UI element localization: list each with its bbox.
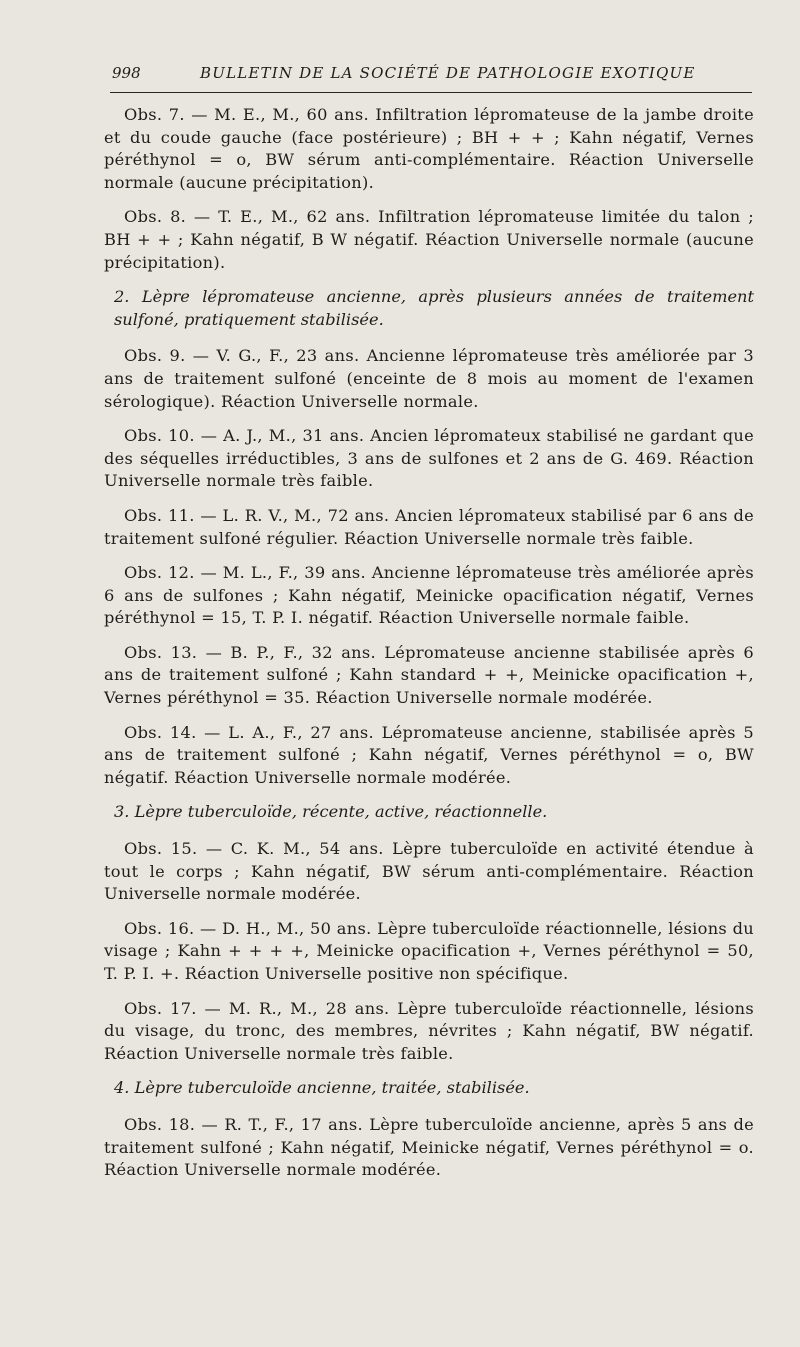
observation-12: Obs. 12. — M. L., F., 39 ans. Ancienne lépromateuse très améliorée après 6 ans de sulfones ; Kahn négatif, Meinicke opacification négatif, Vernes péréthynol = 15, T. P. I. négatif. Réaction Universelle normale faible. — [104, 563, 754, 628]
observation-13: Obs. 13. — B. P., F., 32 ans. Lépromateuse ancienne stabilisée après 6 ans de traitement sulfoné ; Kahn standard + +, Meinicke opacification +, Vernes péréthynol = 35. Réaction Universelle normale modérée. — [104, 642, 754, 708]
section-heading-3: 3. Lèpre tuberculoïde, récente, active, réactionnelle. — [114, 802, 548, 822]
section-heading-2: 2. Lèpre lépromateuse ancienne, après plusieurs années de traitement sulfoné, pratiquement stabilisée. — [114, 287, 754, 329]
observation-11: Obs. 11. — L. R. V., M., 72 ans. Ancien lépromateux stabilisé par 6 ans de traitement sulfoné régulier. Réaction Universelle normale très faible. — [104, 505, 754, 548]
observation-14: Obs. 14. — L. A., F., 27 ans. Lépromateuse ancienne, stabilisée après 5 ans de traitement sulfoné ; Kahn négatif, Vernes péréthynol = o, BW négatif. Réaction Universelle normale modérée. — [104, 722, 754, 787]
running-title: BULLETIN DE LA SOCIÉTÉ DE PATHOLOGIE EXOTIQUE — [200, 64, 696, 82]
observation-15: Obs. 15. — C. K. M., 54 ans. Lèpre tuberculoïde en activité étendue à tout le corps ; Kahn négatif, BW sérum anti-complémentaire. Réaction Universelle normale modérée. — [104, 839, 754, 904]
page-number: 998 — [112, 64, 141, 82]
observation-8: Obs. 8. — T. E., M., 62 ans. Infiltration lépromateuse limitée du talon ; BH + + ; Kahn négatif, B W négatif. Réaction Universelle normale (aucune précipitation). — [104, 207, 754, 272]
page-header — [112, 62, 752, 90]
observation-16: Obs. 16. — D. H., M., 50 ans. Lèpre tuberculoïde réactionnelle, lésions du visage ; Kahn + + + +, Meinicke opacification +, Vernes péréthynol = 50, T. P. I. +. Réaction Universelle positive non spécifique. — [104, 918, 754, 983]
section-heading-4: 4. Lèpre tuberculoïde ancienne, traitée, stabilisée. — [114, 1078, 530, 1098]
header-rule — [110, 92, 752, 93]
observation-10: Obs. 10. — A. J., M., 31 ans. Ancien lépromateux stabilisé ne gardant que des séquelles irréductibles, 3 ans de sulfones et 2 ans de G. 469. Réaction Universelle normale très faible. — [104, 426, 754, 491]
observation-7: Obs. 7. — M. E., M., 60 ans. Infiltration lépromateuse de la jambe droite et du coude gauche (face postérieure) ; BH + + ; Kahn négatif, Vernes péréthynol = o, BW sérum anti-complémentaire. Réaction Universelle normale (aucune précipitation). — [104, 105, 754, 192]
observation-17: Obs. 17. — M. R., M., 28 ans. Lèpre tuberculoïde réactionnelle, lésions du visage, du tronc, des membres, névrites ; Kahn négatif, BW négatif. Réaction Universelle normale très faible. — [104, 998, 754, 1063]
observation-9: Obs. 9. — V. G., F., 23 ans. Ancienne lépromateuse très améliorée par 3 ans de traitement sulfoné (enceinte de 8 mois au moment de l'examen sérologique). Réaction Universelle normale. — [104, 346, 754, 411]
article-body — [104, 104, 754, 1194]
observation-18: Obs. 18. — R. T., F., 17 ans. Lèpre tuberculoïde ancienne, après 5 ans de traitement sulfoné ; Kahn négatif, Meinicke négatif, Vernes péréthynol = o. Réaction Universelle normale modérée. — [104, 1114, 754, 1180]
